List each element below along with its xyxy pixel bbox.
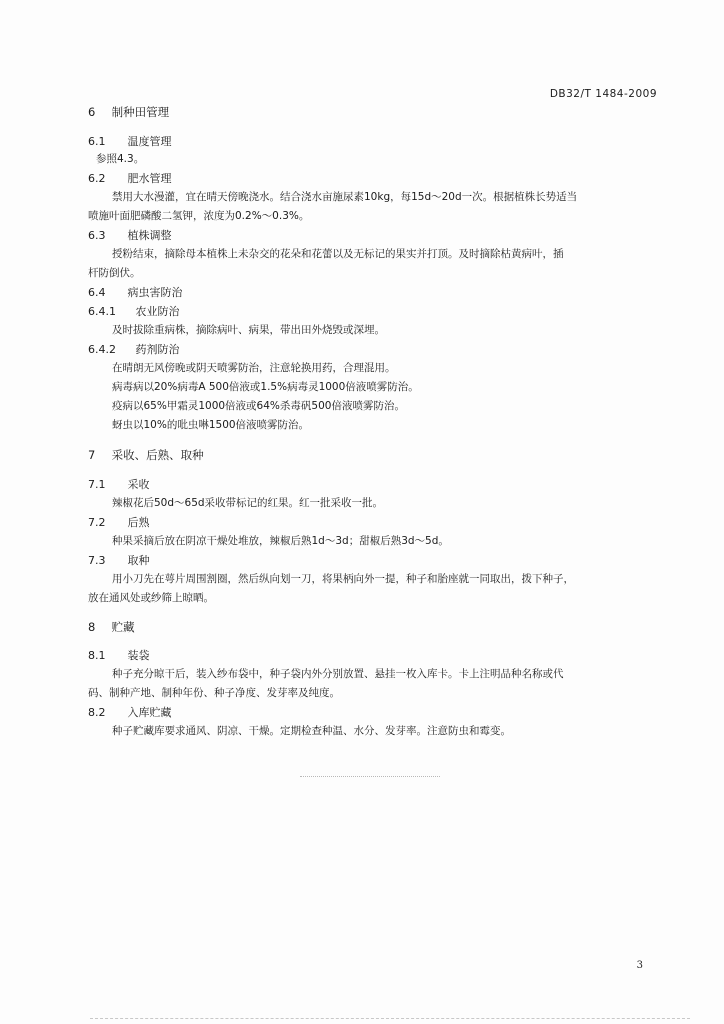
section-title: 入库贮藏 bbox=[127, 706, 172, 719]
section-number: 6.4.1 bbox=[88, 305, 116, 318]
section-title: 装袋 bbox=[127, 649, 150, 662]
paragraph: 蚜虫以10%的吡虫啉1500倍液喷雾防治。 bbox=[112, 419, 310, 431]
paragraph-continued: 码、制种产地、制种年份、种子净度、发芽率及纯度。 bbox=[88, 687, 340, 699]
section-6-1-heading bbox=[88, 133, 172, 149]
section-number: 6.2 bbox=[88, 172, 106, 185]
section-number: 8.1 bbox=[88, 649, 106, 662]
paragraph: 在晴朗无风傍晚或阴天喷雾防治，注意轮换用药，合理混用。 bbox=[112, 362, 396, 374]
section-number: 7 bbox=[88, 448, 96, 462]
section-7-2-heading bbox=[88, 514, 150, 530]
section-number: 8.2 bbox=[88, 706, 106, 719]
section-title: 农业防治 bbox=[135, 305, 180, 318]
section-number: 6.4.2 bbox=[88, 343, 116, 356]
section-title: 后熟 bbox=[127, 516, 150, 529]
paragraph-continued: 杆防倒伏。 bbox=[88, 267, 141, 279]
paragraph: 及时拔除重病株，摘除病叶、病果，带出田外烧毁或深埋。 bbox=[112, 324, 385, 336]
paragraph: 辣椒花后50d～65d采收带标记的红果。红一批采收一批。 bbox=[112, 497, 384, 509]
section-title: 贮藏 bbox=[111, 620, 135, 634]
end-divider bbox=[300, 776, 440, 777]
section-title: 植株调整 bbox=[127, 229, 172, 242]
paragraph: 种子贮藏库要求通风、阴凉、干燥。定期检查种温、水分、发芽率。注意防虫和霉变。 bbox=[112, 725, 511, 737]
paragraph: 用小刀先在萼片周围割圈，然后纵向划一刀，将果柄向外一提，种子和胎座就一同取出，拨下种子， bbox=[112, 573, 574, 585]
paragraph-continued: 放在通风处或纱筛上晾晒。 bbox=[88, 592, 214, 604]
scan-edge-artifact bbox=[90, 1018, 690, 1019]
section-title: 采收、后熟、取种 bbox=[111, 448, 204, 462]
paragraph: 禁用大水漫灌，宜在晴天傍晚浇水。结合浇水亩施尿素10kg，每15d～20d一次。根据植株长势适当 bbox=[112, 191, 578, 203]
section-6-4-2-heading bbox=[88, 341, 180, 357]
section-number: 7.2 bbox=[88, 516, 106, 529]
section-6-heading bbox=[88, 104, 169, 120]
paragraph-continued: 喷施叶面肥磷酸二氢钾，浓度为0.2%～0.3%。 bbox=[88, 210, 310, 222]
section-title: 采收 bbox=[127, 478, 150, 491]
paragraph: 疫病以65%甲霜灵1000倍液或64%杀毒矾500倍液喷雾防治。 bbox=[112, 400, 405, 412]
section-number: 6.1 bbox=[88, 135, 106, 148]
section-number: 6.3 bbox=[88, 229, 106, 242]
paragraph: 种子充分晾干后，装入纱布袋中，种子袋内外分别放置、悬挂一枚入库卡。卡上注明品种名称或代 bbox=[112, 668, 564, 680]
section-title: 病虫害防治 bbox=[127, 286, 183, 299]
section-number: 6 bbox=[88, 105, 96, 119]
section-7-heading bbox=[88, 447, 204, 463]
standard-code: DB32/T 1484-2009 bbox=[549, 88, 657, 100]
section-title: 药剂防治 bbox=[135, 343, 180, 356]
section-title: 肥水管理 bbox=[127, 172, 172, 185]
section-6-4-heading bbox=[88, 284, 183, 300]
section-number: 8 bbox=[88, 620, 96, 634]
section-number: 7.3 bbox=[88, 554, 106, 567]
section-8-2-heading bbox=[88, 704, 172, 720]
section-7-1-heading bbox=[88, 476, 150, 492]
section-number: 6.4 bbox=[88, 286, 106, 299]
section-title: 温度管理 bbox=[127, 135, 172, 148]
paragraph: 种果采摘后放在阴凉干燥处堆放，辣椒后熟1d～3d；甜椒后熟3d～5d。 bbox=[112, 535, 449, 547]
paragraph: 参照4.3。 bbox=[96, 153, 145, 165]
page-number: 3 bbox=[636, 960, 643, 971]
section-6-2-heading bbox=[88, 170, 172, 186]
section-number: 7.1 bbox=[88, 478, 106, 491]
section-6-4-1-heading bbox=[88, 303, 180, 319]
paragraph: 授粉结束，摘除母本植株上未杂交的花朵和花蕾以及无标记的果实并打顶。及时摘除枯黄病叶，插 bbox=[112, 248, 564, 260]
section-8-1-heading bbox=[88, 647, 150, 663]
section-6-3-heading bbox=[88, 227, 172, 243]
section-title: 制种田管理 bbox=[111, 105, 170, 119]
section-title: 取种 bbox=[127, 554, 150, 567]
section-7-3-heading bbox=[88, 552, 150, 568]
section-8-heading bbox=[88, 619, 135, 635]
paragraph: 病毒病以20%病毒A 500倍液或1.5%病毒灵1000倍液喷雾防治。 bbox=[112, 381, 419, 393]
